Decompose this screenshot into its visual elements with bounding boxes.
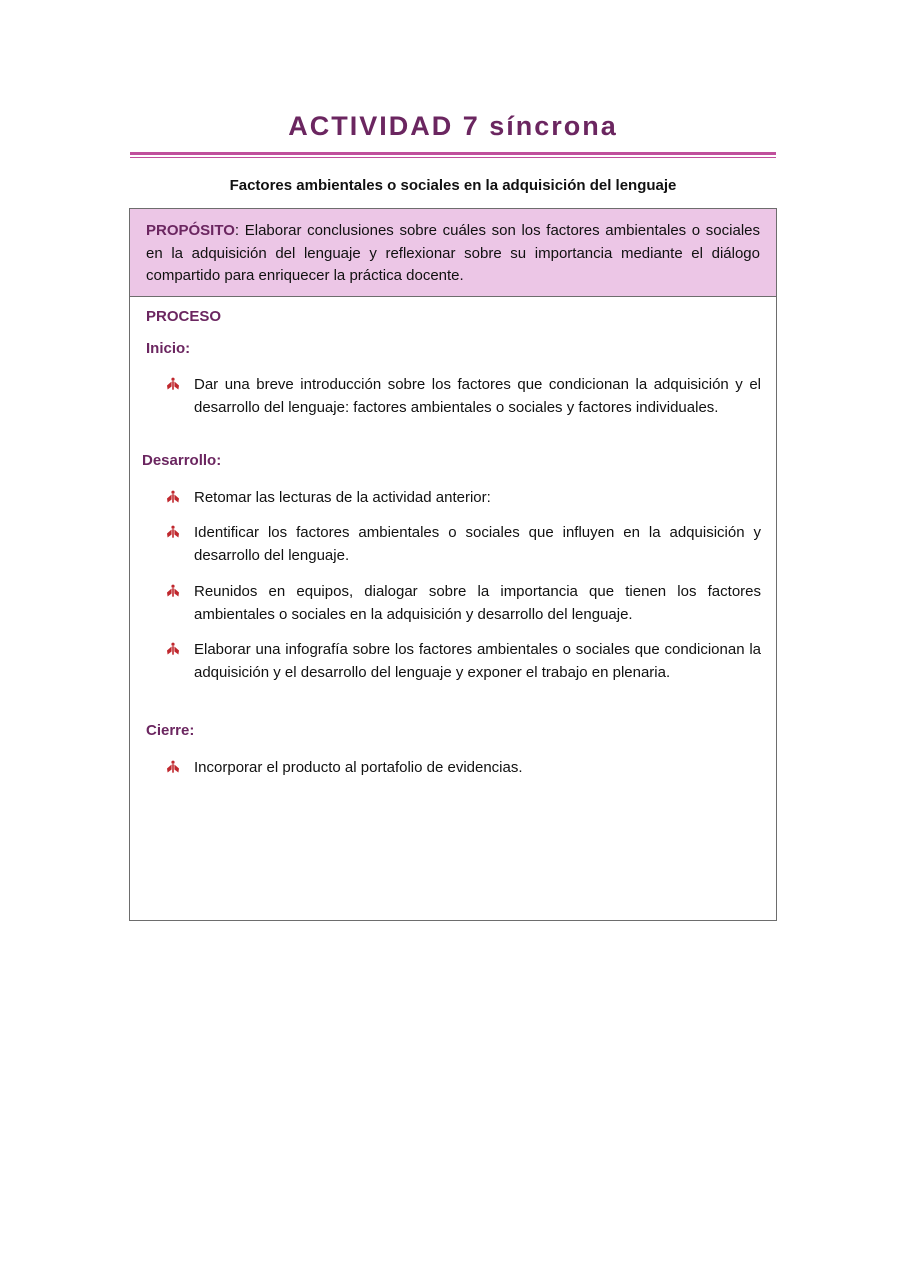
stylized-figures-bullet-icon: [166, 377, 180, 391]
title-divider-thin: [130, 157, 776, 158]
desarrollo-item-text: Retomar las lecturas de la actividad anterior:: [194, 489, 491, 506]
inicio-item-text: Dar una breve introducción sobre los factores que condicionan la adquisición y el desarrollo del lenguaje: factores ambientales o sociales y factores individuales.: [194, 376, 761, 416]
stylized-figures-bullet-icon: [166, 584, 180, 598]
inicio-heading: Inicio:: [146, 340, 191, 357]
activity-subtitle: Factores ambientales o sociales en la adquisición del lenguaje: [229, 177, 677, 194]
list-item: [166, 374, 761, 419]
purpose-text: : Elaborar conclusiones sobre cuáles son los factores ambientales o sociales en la adquisición del lenguaje y reflexionar sobre su importancia mediante el diálogo compartido para enriquecer la práctica docente.: [146, 222, 760, 284]
desarrollo-item-text: Elaborar una infografía sobre los factores ambientales o sociales que condicionan la adquisición y el desarrollo del lenguaje y exponer el trabajo en plenaria.: [194, 641, 761, 681]
cierre-item-text: Incorporar el producto al portafolio de evidencias.: [194, 759, 523, 776]
stylized-figures-bullet-icon: [166, 760, 180, 774]
list-item: [166, 757, 761, 780]
list-item: [166, 581, 761, 626]
list-item: [166, 487, 761, 510]
stylized-figures-bullet-icon: [166, 642, 180, 656]
stylized-figures-bullet-icon: [166, 490, 180, 504]
desarrollo-item-text: Identificar los factores ambientales o sociales que influyen en la adquisición y desarrollo del lenguaje.: [194, 524, 761, 564]
stylized-figures-bullet-icon: [166, 525, 180, 539]
list-item: [166, 522, 761, 567]
purpose-section: [130, 209, 776, 297]
page-title: ACTIVIDAD 7 síncrona: [288, 111, 618, 141]
activity-box: [129, 208, 777, 921]
purpose-label: PROPÓSITO: [146, 222, 235, 239]
process-heading: PROCESO: [146, 308, 222, 325]
list-item: [166, 639, 761, 684]
desarrollo-heading: Desarrollo:: [142, 452, 222, 469]
cierre-heading: Cierre:: [146, 722, 195, 739]
desarrollo-item-text: Reunidos en equipos, dialogar sobre la importancia que tienen los factores ambientales o sociales en la adquisición y desarrollo del lenguaje.: [194, 583, 761, 623]
purpose-paragraph: [146, 220, 760, 288]
title-divider: [130, 152, 776, 155]
